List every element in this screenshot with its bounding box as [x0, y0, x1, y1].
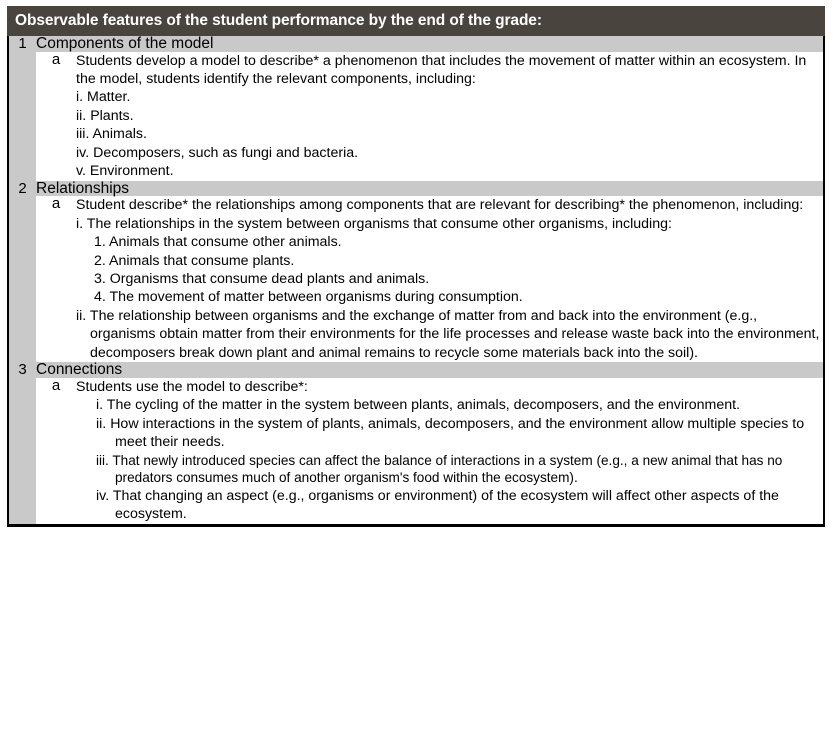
table-row — [8, 88, 824, 106]
table-row — [8, 162, 824, 180]
sub-letter: a — [36, 52, 76, 181]
list-item — [76, 270, 824, 288]
table-row — [8, 378, 824, 396]
table-row — [8, 396, 824, 414]
section-number-spacer — [8, 196, 36, 362]
list-item-text: 1. Animals that consume other animals. — [94, 234, 342, 251]
table-row — [8, 288, 824, 306]
section-intro-text: Students develop a model to describe* a phenomenon that includes the movement of matter within an ecosystem. In the model, students identify the relevant components, including: — [76, 52, 824, 89]
table-row — [8, 52, 824, 89]
list-item-text: ii. How interactions in the system of plants, animals, decomposers, and the environment allow multiple species to meet their needs. — [96, 415, 805, 451]
list-item: ii. Plants. — [76, 107, 824, 125]
section-header-row — [8, 362, 824, 378]
list-item: v. Environment. — [76, 162, 824, 180]
table-row — [8, 233, 824, 251]
section-number: 1 — [8, 36, 36, 52]
section-header-row — [8, 36, 824, 52]
sub-letter: a — [36, 378, 76, 526]
table-row — [8, 107, 824, 125]
table-row — [8, 196, 824, 214]
table-row — [8, 415, 824, 452]
list-item-text: iii. That newly introduced species can affect the balance of interactions in a system (e.g., a new animal that has no predators consumes much of another organism's food within the ecosystem). — [96, 452, 783, 486]
list-item — [76, 452, 824, 487]
sub-letter: a — [36, 196, 76, 362]
list-item — [76, 415, 824, 452]
list-item: i. Matter. — [76, 88, 824, 106]
table-row — [8, 252, 824, 270]
table-row — [8, 125, 824, 143]
list-item-text: i. The cycling of the matter in the system between plants, animals, decomposers, and the environment. — [96, 397, 741, 414]
section-intro-text: Student describe* the relationships among components that are relevant for describing* the phenomenon, including: — [76, 196, 824, 214]
section-header-row — [8, 181, 824, 197]
section-title: Connections — [36, 362, 824, 378]
section-intro-text: Students use the model to describe*: — [76, 378, 824, 396]
table-row — [8, 452, 824, 487]
table-row — [8, 215, 824, 233]
list-item — [76, 487, 824, 525]
list-item-text: 4. The movement of matter between organisms during consumption. — [94, 289, 523, 306]
table-row — [8, 144, 824, 162]
list-item — [76, 233, 824, 251]
list-item — [76, 252, 824, 270]
list-item-text: i. The relationships in the system between organisms that consume other organisms, including: — [76, 215, 672, 232]
section-number-spacer — [8, 52, 36, 181]
section-number: 2 — [8, 181, 36, 197]
table-row — [8, 270, 824, 288]
list-item-text: ii. The relationship between organisms and the exchange of matter from and back into the environment (e.g., organisms obtain matter from their environments for the life processes and release waste back into the environment, decomposers break down plant and animal remains to recycle some materials back into the soil). — [76, 307, 820, 361]
section-title: Components of the model — [36, 36, 824, 52]
list-item-text: 3. Organisms that consume dead plants and animals. — [94, 270, 430, 287]
list-item — [76, 215, 824, 233]
list-item: iii. Animals. — [76, 125, 824, 143]
section-number: 3 — [8, 362, 36, 378]
table-row — [8, 307, 824, 362]
table-row — [8, 487, 824, 525]
list-item-text: iv. That changing an aspect (e.g., organisms or environment) of the ecosystem will affect other aspects of the ecosystem. — [96, 487, 779, 523]
list-item — [76, 396, 824, 414]
list-item: iv. Decomposers, such as fungi and bacteria. — [76, 144, 824, 162]
list-item-text: 2. Animals that consume plants. — [94, 252, 295, 269]
observable-features-table — [7, 36, 825, 527]
page-title: Observable features of the student performance by the end of the grade: — [7, 6, 825, 36]
section-number-spacer — [8, 378, 36, 526]
section-title: Relationships — [36, 181, 824, 197]
list-item — [76, 288, 824, 306]
list-item — [76, 307, 824, 362]
